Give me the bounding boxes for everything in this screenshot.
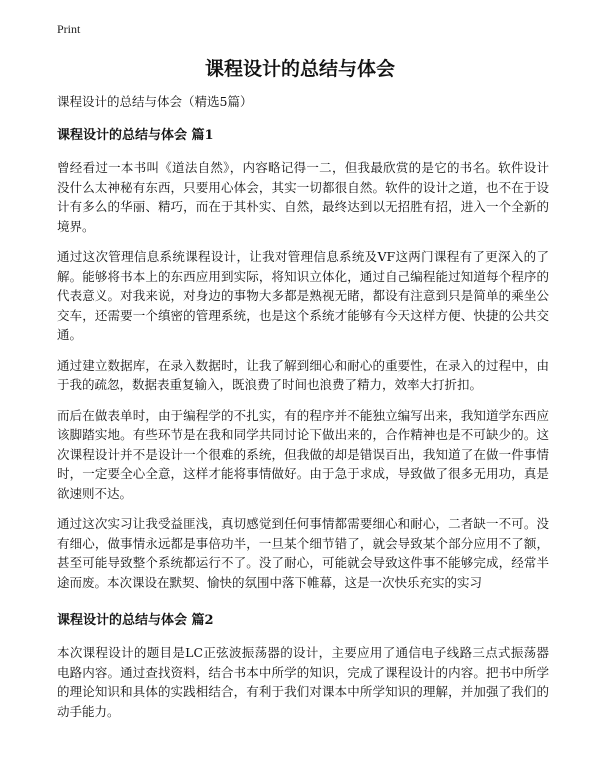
print-link[interactable]: Print bbox=[57, 22, 81, 36]
section-heading: 课程设计的总结与体会 篇1 bbox=[57, 128, 214, 143]
section-heading: 课程设计的总结与体会 篇2 bbox=[57, 613, 214, 628]
paragraph: 本次课程设计的题目是LC正弦波振荡器的设计，主要应用了通信电子线路三点式振荡器电路内容。通过查找资料，结合书本中所学的知识，完成了课程设计的内容。把书中所学的理论知识和具体的实践相结合，有利于我们对课本中所学知识的理解，并加强了我们的动手能力。 bbox=[57, 645, 549, 719]
paragraph: 曾经看过一本书叫《道法自然》，内容略记得一二，但我最欣赏的是它的书名。软件设计没什么太神秘有东西，只要用心体会，其实一切都很自然。软件的设计之道，也不在于设计有多么的华丽、精巧，而在于其朴实、自然，最终达到以无招胜有招，进入一个全新的境界。 bbox=[57, 160, 549, 234]
paragraph: 通过这次管理信息系统课程设计，让我对管理信息系统及VF这两门课程有了更深入的了解。能够将书本上的东西应用到实际，将知识立体化，通过自己编程能过知道每个程序的代表意义。对我来说，对身边的事物大多都是熟视无睹，都设有注意到只是简单的乘坐公交车，还需要一个缜密的管理系统，也是这个系统才能够有今天这样方便、快捷的公共交通。 bbox=[57, 249, 549, 342]
document-subtitle: 课程设计的总结与体会（精选5篇） bbox=[57, 94, 253, 109]
page-title: 课程设计的总结与体会 bbox=[204, 58, 395, 80]
paragraph: 通过建立数据库，在录入数据时，让我了解到细心和耐心的重要性，在录入的过程中，由于我的疏忽，数据表重复输入，既浪费了时间也浪费了精力，效率大打折扣。 bbox=[57, 357, 549, 392]
document-body bbox=[57, 92, 549, 732]
paragraph: 而后在做表单时，由于编程学的不扎实，有的程序并不能独立编写出来，我知道学东西应该脚踏实地。有些环节是在我和同学共同讨论下做出来的，合作精神也是不可缺少的。这次课程设计并不是设计一个很难的系统，但我做的却是错误百出，我知道了在做一件事情时，一定要全心全意，这样才能将事情做好。由于急于求成，导致做了很多无用功，真是欲速则不达。 bbox=[57, 407, 549, 501]
paragraph: 通过这次实习让我受益匪浅，真切感觉到任何事情都需要细心和耐心，二者缺一不可。没有细心，做事情永远都是事倍功半，一旦某个细节错了，就会导致某个部分应用不了额，甚至可能导致整个系统都运行不了。没了耐心，可能就会导致这件事不能够完成，经常半途而废。本次课设在默契、愉快的氛围中落下帷幕，这是一次快乐充实的实习 bbox=[57, 516, 549, 590]
